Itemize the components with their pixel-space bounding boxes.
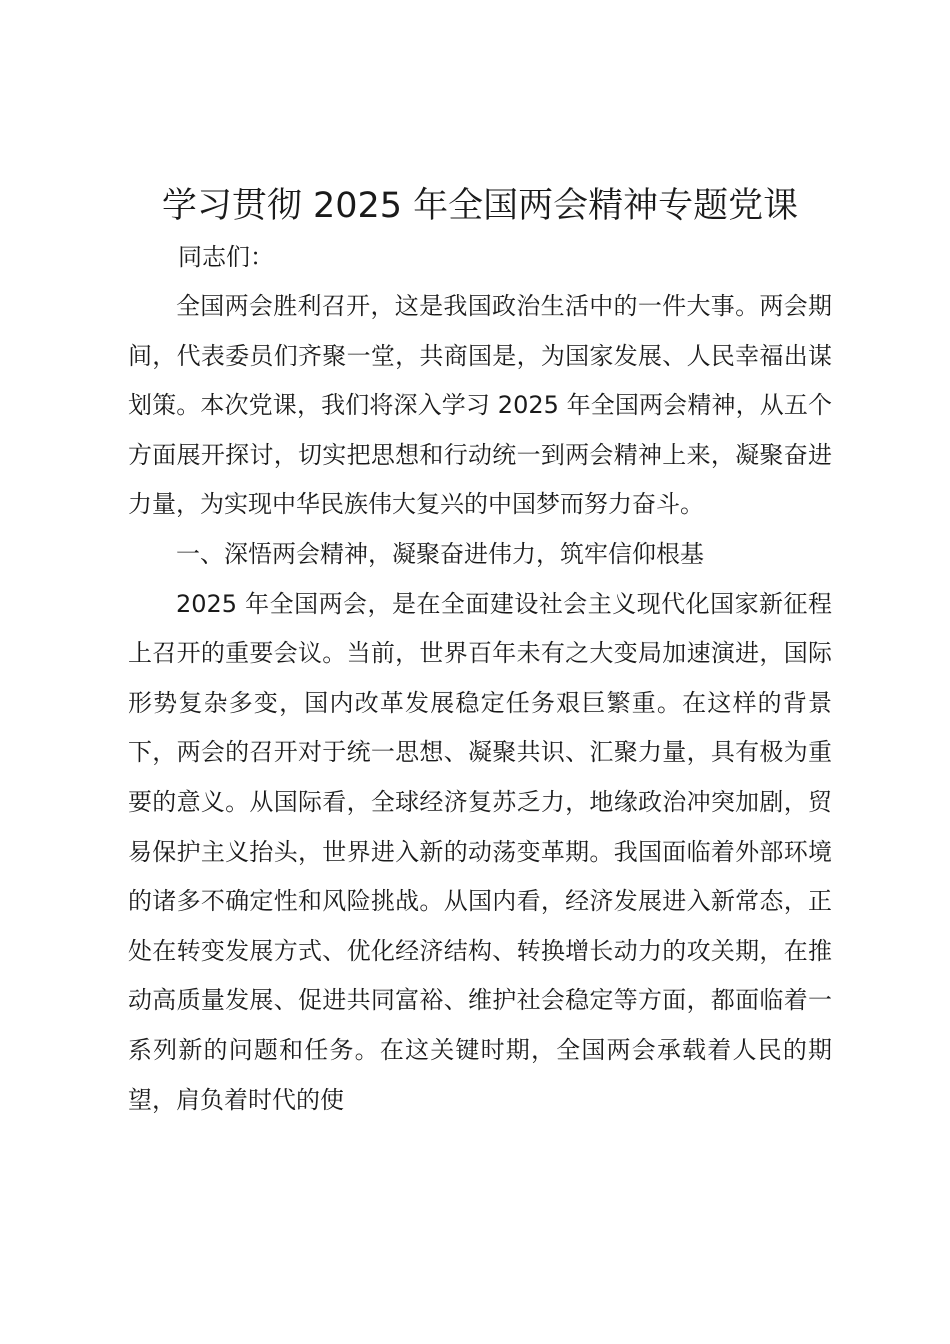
document-body (128, 180, 832, 1125)
salutation: 同志们： (178, 243, 274, 271)
section-1-heading: 一、深悟两会精神，凝聚奋进伟力，筑牢信仰根基 (176, 539, 704, 568)
document-title: 学习贯彻 2025 年全国两会精神专题党课 (161, 186, 799, 226)
section-1-paragraph: 2025 年全国两会，是在全面建设社会主义现代化国家新征程上召开的重要会议。当前，世界百年未有之大变局加速演进，国际形势复杂多变，国内改革发展稳定任务艰巨繁重。在这样的背景下，两会的召开对于统一思想、凝聚共识、汇聚力量，具有极为重要的意义。从国际看，全球经济复苏乏力，地缘政治冲突加剧，贸易保护主义抬头，世界进入新的动荡变革期。我国面临着外部环境的诸多不确定性和风险挑战。从国内看，经济发展进入新常态，正处在转变发展方式、优化经济结构、转换增长动力的攻关期，在推动高质量发展、促进共同富裕、维护社会稳定等方面，都面临着一系列新的问题和任务。在这关键时期，全国两会承载着人民的期望，肩负着时代的使 (128, 589, 832, 1114)
intro-paragraph: 全国两会胜利召开，这是我国政治生活中的一件大事。两会期间，代表委员们齐聚一堂，共商国是，为国家发展、人民幸福出谋划策。本次党课，我们将深入学习 2025 年全国两会精神，从五个方面展开探讨，切实把思想和行动统一到两会精神上来，凝聚奋进力量，为实现中华民族伟大复兴的中国梦而努力奋斗。 (128, 292, 832, 519)
